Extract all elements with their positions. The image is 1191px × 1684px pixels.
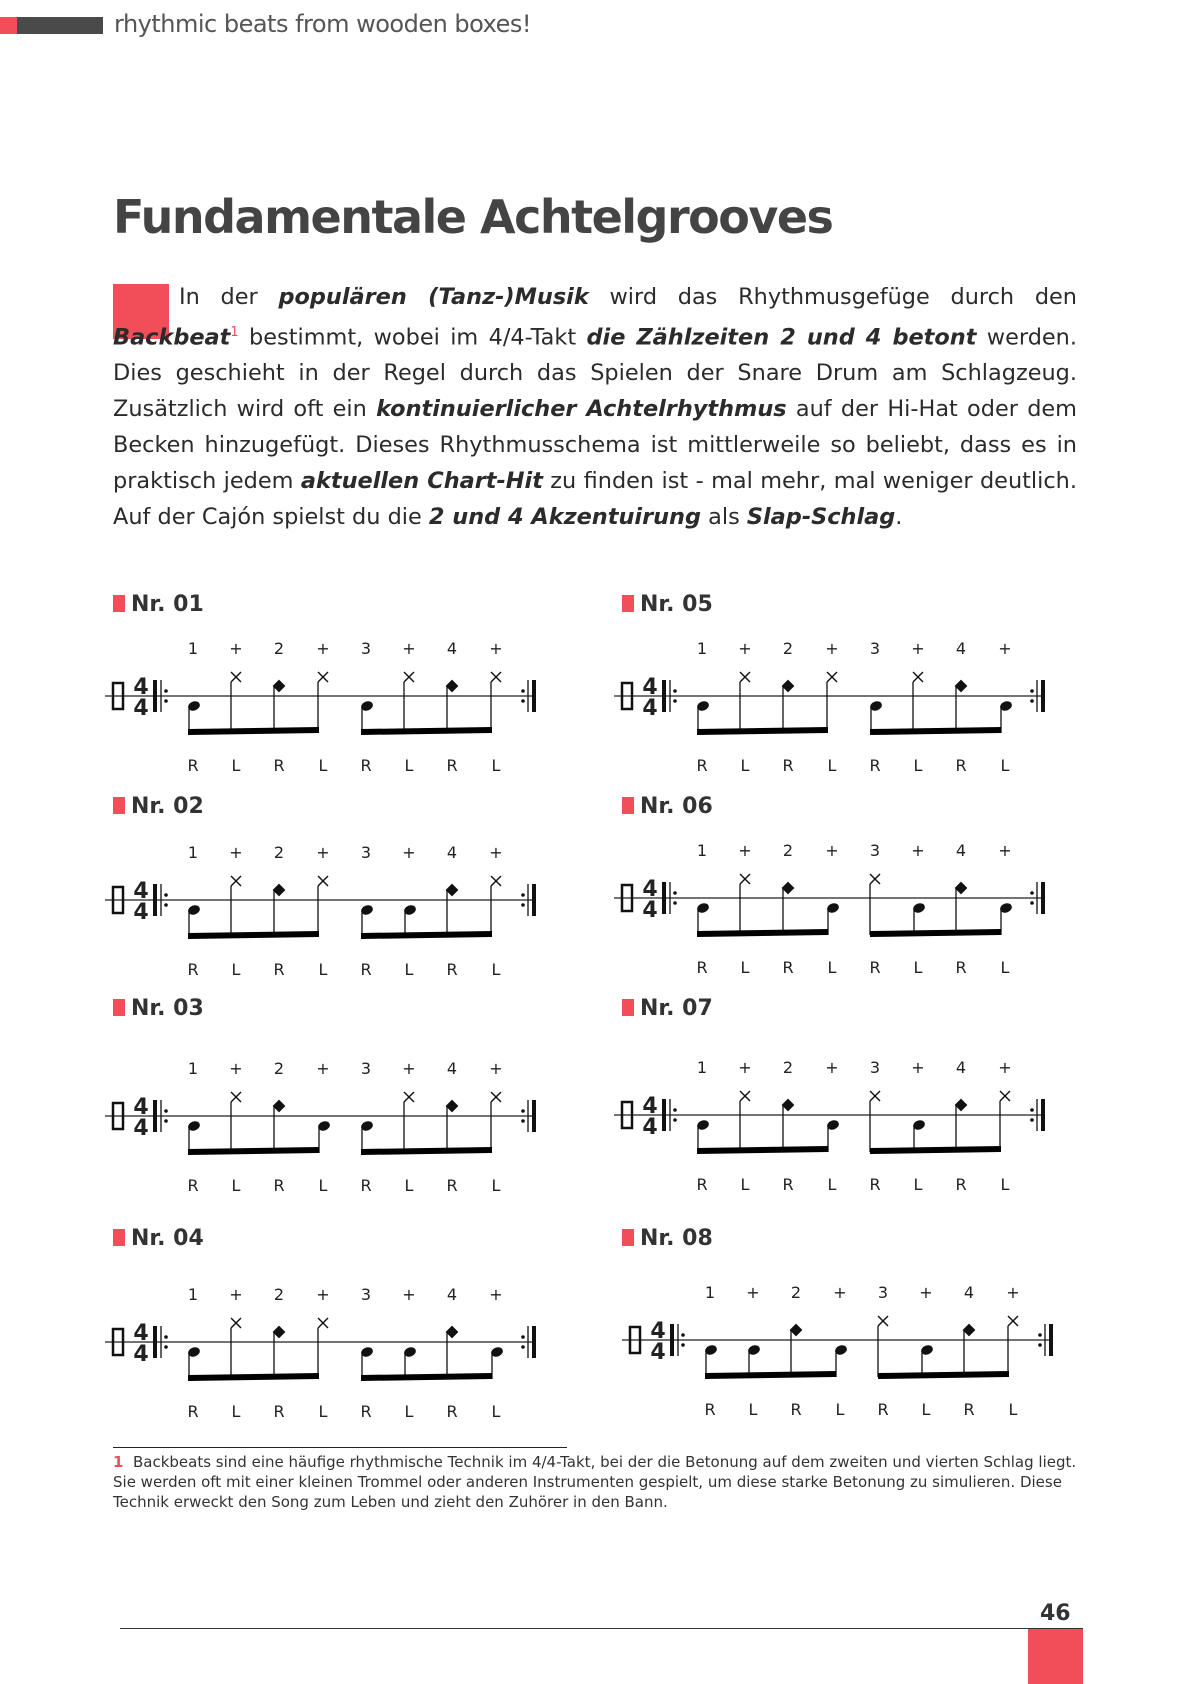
hand-label: R xyxy=(696,958,708,977)
footnote-text: Backbeats sind eine häufige rhythmische Technik im 4/4-Takt, bei der die Betonung auf dem zweiten und vierten Schlag liegt. Sie werden oft mit einer kleinen Trommel oder anderen Instrumenten gespielt, um diese starke Betonung zu simulieren. Diese Technik erweckt den Song zum Leben und zieht den Zuhörer in den Bann. xyxy=(113,1453,1077,1511)
hand-label: L xyxy=(231,1402,241,1421)
note-beam xyxy=(697,1146,828,1154)
count-label: 4 xyxy=(955,841,967,860)
repeat-start-dot xyxy=(164,903,168,907)
count-label: 3 xyxy=(360,1285,372,1304)
count-label: + xyxy=(316,1059,330,1078)
count-label: + xyxy=(402,639,416,658)
hand-label: R xyxy=(955,958,967,977)
hand-label: L xyxy=(231,756,241,775)
repeat-start-dot xyxy=(164,699,168,703)
repeat-end-dot xyxy=(1030,1118,1034,1122)
hand-label: L xyxy=(404,1402,414,1421)
exercise-label-04: Nr. 04 xyxy=(113,1226,204,1251)
hand-label: R xyxy=(869,1175,881,1194)
hand-label: L xyxy=(404,960,414,979)
time-signature-top: 4 xyxy=(133,675,149,700)
exercise-label-05: Nr. 05 xyxy=(622,592,713,617)
intro-paragraph xyxy=(113,279,1077,535)
time-signature-top: 4 xyxy=(642,1094,658,1119)
count-label: + xyxy=(911,841,925,860)
footnote-divider xyxy=(113,1447,567,1448)
count-label: + xyxy=(229,1059,243,1078)
repeat-end-thick xyxy=(532,680,536,712)
hand-label: R xyxy=(877,1400,889,1419)
hand-label: L xyxy=(913,958,923,977)
hand-label: L xyxy=(318,960,328,979)
time-signature-top: 4 xyxy=(133,1095,149,1120)
exercise-notation-01 xyxy=(105,634,575,774)
repeat-start-thick xyxy=(153,1326,157,1358)
running-title: rhythmic beats from wooden boxes! xyxy=(114,10,531,38)
hand-label: L xyxy=(921,1400,931,1419)
repeat-start-dot xyxy=(673,891,677,895)
count-label: + xyxy=(229,1285,243,1304)
count-label: + xyxy=(402,1285,416,1304)
note-beam xyxy=(188,1373,319,1381)
repeat-end-dot xyxy=(1030,1108,1034,1112)
hand-label: L xyxy=(1000,1175,1010,1194)
note-beam xyxy=(361,727,492,735)
exercise-notation-03 xyxy=(105,1054,575,1194)
count-label: + xyxy=(919,1283,933,1302)
hand-label: R xyxy=(782,1175,794,1194)
repeat-end-dot xyxy=(1030,699,1034,703)
page-number: 46 xyxy=(1040,1601,1071,1626)
repeat-start-dot xyxy=(681,1343,685,1347)
hand-label: L xyxy=(740,1175,750,1194)
exercise-notation-08 xyxy=(622,1278,1092,1418)
time-signature-bottom: 4 xyxy=(133,696,149,721)
repeat-end-dot xyxy=(1030,891,1034,895)
exercise-label-07: Nr. 07 xyxy=(622,996,713,1021)
hand-label: R xyxy=(360,756,372,775)
hand-label: L xyxy=(491,1176,501,1195)
repeat-end-dot xyxy=(521,689,525,693)
time-signature-top: 4 xyxy=(650,1319,666,1344)
hand-label: R xyxy=(187,1176,199,1195)
hand-label: L xyxy=(827,756,837,775)
footnote-ref: 1 xyxy=(230,325,239,340)
hand-label: R xyxy=(782,756,794,775)
count-label: + xyxy=(316,843,330,862)
repeat-end-thick xyxy=(1041,680,1045,712)
count-label: + xyxy=(911,1058,925,1077)
footnote-number: 1 xyxy=(113,1453,124,1471)
repeat-start-thick xyxy=(662,680,666,712)
repeat-start-thick xyxy=(153,1100,157,1132)
note-beam xyxy=(361,931,492,939)
repeat-start-dot xyxy=(164,689,168,693)
exercise-label-06: Nr. 06 xyxy=(622,794,713,819)
footnote xyxy=(113,1452,1077,1512)
count-label: 4 xyxy=(955,1058,967,1077)
repeat-start-dot xyxy=(164,893,168,897)
count-label: 1 xyxy=(187,1285,199,1304)
repeat-start-thick xyxy=(153,680,157,712)
hand-label: R xyxy=(782,958,794,977)
count-label: + xyxy=(402,843,416,862)
exercise-notation-04 xyxy=(105,1280,575,1420)
hand-label: R xyxy=(704,1400,716,1419)
hand-label: L xyxy=(740,756,750,775)
hand-label: R xyxy=(955,1175,967,1194)
footer-divider xyxy=(120,1628,1083,1629)
hand-label: R xyxy=(360,1402,372,1421)
hand-label: R xyxy=(273,756,285,775)
header-accent-gray xyxy=(17,17,103,34)
hand-label: R xyxy=(696,756,708,775)
count-label: 3 xyxy=(360,843,372,862)
count-label: + xyxy=(229,639,243,658)
hand-label: R xyxy=(446,1176,458,1195)
count-label: + xyxy=(489,1285,503,1304)
hand-label: R xyxy=(273,1176,285,1195)
repeat-start-dot xyxy=(681,1333,685,1337)
count-label: + xyxy=(825,1058,839,1077)
repeat-end-dot xyxy=(1030,689,1034,693)
repeat-start-dot xyxy=(673,689,677,693)
hand-label: L xyxy=(913,756,923,775)
note-beam xyxy=(361,1147,492,1155)
hand-label: L xyxy=(231,960,241,979)
hand-label: L xyxy=(404,756,414,775)
exercise-notation-02 xyxy=(105,838,575,978)
hand-label: L xyxy=(748,1400,758,1419)
count-label: + xyxy=(738,1058,752,1077)
hand-label: R xyxy=(446,1402,458,1421)
repeat-end-dot xyxy=(521,1345,525,1349)
count-label: 1 xyxy=(696,841,708,860)
count-label: 4 xyxy=(446,843,458,862)
intro-emphasis: populären (Tanz-)Musik xyxy=(278,284,589,310)
count-label: + xyxy=(489,1059,503,1078)
time-signature-bottom: 4 xyxy=(642,696,658,721)
hand-label: R xyxy=(273,960,285,979)
count-label: 4 xyxy=(963,1283,975,1302)
count-label: + xyxy=(229,843,243,862)
repeat-end-dot xyxy=(521,1109,525,1113)
note-beam xyxy=(878,1371,1009,1379)
repeat-start-thick xyxy=(153,884,157,916)
count-label: + xyxy=(402,1059,416,1078)
count-label: 3 xyxy=(869,639,881,658)
count-label: 2 xyxy=(782,841,794,860)
time-signature-bottom: 4 xyxy=(642,898,658,923)
count-label: 2 xyxy=(273,1285,285,1304)
intro-text: als xyxy=(701,504,747,531)
repeat-start-dot xyxy=(164,1345,168,1349)
count-label: 4 xyxy=(446,639,458,658)
note-beam xyxy=(697,929,828,937)
repeat-end-dot xyxy=(521,1335,525,1339)
exercise-label-08: Nr. 08 xyxy=(622,1226,713,1251)
intro-emphasis: Backbeat xyxy=(113,324,231,351)
intro-text: bestimmt, wobei im 4/4-Takt xyxy=(238,324,587,351)
count-label: 2 xyxy=(273,639,285,658)
hand-label: R xyxy=(955,756,967,775)
count-label: 2 xyxy=(790,1283,802,1302)
count-label: 3 xyxy=(877,1283,889,1302)
repeat-end-dot xyxy=(521,1119,525,1123)
exercise-notation-05 xyxy=(614,634,1084,774)
count-label: 3 xyxy=(869,1058,881,1077)
count-label: 1 xyxy=(187,843,199,862)
note-beam xyxy=(705,1371,836,1379)
hand-label: R xyxy=(273,1402,285,1421)
intro-text: In der xyxy=(179,284,279,310)
count-label: + xyxy=(746,1283,760,1302)
hand-label: L xyxy=(404,1176,414,1195)
note-beam xyxy=(361,1373,492,1381)
count-label: 1 xyxy=(187,1059,199,1078)
repeat-end-thick xyxy=(532,1100,536,1132)
exercise-label-01: Nr. 01 xyxy=(113,592,204,617)
repeat-end-dot xyxy=(1030,901,1034,905)
repeat-end-dot xyxy=(1038,1333,1042,1337)
count-label: + xyxy=(825,639,839,658)
repeat-end-thick xyxy=(532,1326,536,1358)
hand-label: L xyxy=(231,1176,241,1195)
count-label: 1 xyxy=(704,1283,716,1302)
exercise-notation-06 xyxy=(614,836,1084,976)
repeat-start-dot xyxy=(673,1108,677,1112)
count-label: 4 xyxy=(446,1059,458,1078)
hand-label: L xyxy=(491,960,501,979)
repeat-end-dot xyxy=(521,893,525,897)
repeat-start-thick xyxy=(662,882,666,914)
note-beam xyxy=(188,1147,319,1155)
count-label: + xyxy=(998,639,1012,658)
repeat-end-thick xyxy=(1041,1099,1045,1131)
hand-label: L xyxy=(318,1402,328,1421)
hand-label: R xyxy=(187,1402,199,1421)
repeat-end-thick xyxy=(1041,882,1045,914)
hand-label: R xyxy=(963,1400,975,1419)
count-label: + xyxy=(911,639,925,658)
repeat-start-thick xyxy=(662,1099,666,1131)
count-label: 4 xyxy=(446,1285,458,1304)
count-label: + xyxy=(738,841,752,860)
hand-label: L xyxy=(827,958,837,977)
count-label: 2 xyxy=(273,843,285,862)
hand-label: R xyxy=(869,756,881,775)
time-signature-top: 4 xyxy=(642,675,658,700)
note-beam xyxy=(870,727,1001,735)
hand-label: R xyxy=(869,958,881,977)
count-label: 1 xyxy=(696,639,708,658)
count-label: 2 xyxy=(782,1058,794,1077)
repeat-start-dot xyxy=(164,1335,168,1339)
note-beam xyxy=(188,931,319,939)
count-label: + xyxy=(833,1283,847,1302)
hand-label: R xyxy=(360,960,372,979)
count-label: 3 xyxy=(869,841,881,860)
repeat-end-thick xyxy=(1049,1324,1053,1356)
time-signature-top: 4 xyxy=(133,1321,149,1346)
repeat-start-dot xyxy=(673,1118,677,1122)
count-label: 3 xyxy=(360,1059,372,1078)
note-beam xyxy=(870,1146,1001,1154)
hand-label: R xyxy=(696,1175,708,1194)
repeat-start-dot xyxy=(164,1119,168,1123)
count-label: + xyxy=(738,639,752,658)
count-label: 1 xyxy=(187,639,199,658)
hand-label: R xyxy=(790,1400,802,1419)
repeat-end-dot xyxy=(521,903,525,907)
hand-label: L xyxy=(835,1400,845,1419)
count-label: + xyxy=(489,639,503,658)
count-label: + xyxy=(998,1058,1012,1077)
intro-emphasis: Slap-Schlag xyxy=(746,504,896,531)
repeat-start-thick xyxy=(670,1324,674,1356)
count-label: + xyxy=(998,841,1012,860)
hand-label: L xyxy=(491,756,501,775)
count-label: + xyxy=(489,843,503,862)
exercise-label-03: Nr. 03 xyxy=(113,996,204,1021)
header-accent-red xyxy=(0,17,17,34)
repeat-start-dot xyxy=(673,901,677,905)
hand-label: L xyxy=(1000,958,1010,977)
hand-label: L xyxy=(740,958,750,977)
repeat-end-thick xyxy=(532,884,536,916)
count-label: + xyxy=(316,1285,330,1304)
intro-text: werden. Dies geschieht in der Regel durch das Spielen der Snare Drum am Schlagzeug. Zusätzlich wird oft ein xyxy=(113,324,1077,423)
hand-label: R xyxy=(187,756,199,775)
count-label: + xyxy=(1006,1283,1020,1302)
time-signature-bottom: 4 xyxy=(642,1115,658,1140)
hand-label: R xyxy=(446,960,458,979)
repeat-start-dot xyxy=(164,1109,168,1113)
hand-label: L xyxy=(491,1402,501,1421)
hand-label: R xyxy=(360,1176,372,1195)
count-label: 2 xyxy=(782,639,794,658)
hand-label: L xyxy=(318,1176,328,1195)
time-signature-bottom: 4 xyxy=(133,1116,149,1141)
exercise-notation-07 xyxy=(614,1053,1084,1193)
time-signature-bottom: 4 xyxy=(133,900,149,925)
count-label: 4 xyxy=(955,639,967,658)
repeat-end-dot xyxy=(521,699,525,703)
intro-text: wird das Rhythmusgefüge durch den xyxy=(588,284,1077,310)
page-tab-accent xyxy=(1028,1629,1083,1684)
count-label: + xyxy=(316,639,330,658)
note-beam xyxy=(870,929,1001,937)
hand-label: L xyxy=(1008,1400,1018,1419)
hand-label: L xyxy=(913,1175,923,1194)
count-label: 2 xyxy=(273,1059,285,1078)
intro-text: zu finden ist - mal mehr, mal weniger deutlich. Auf der Cajón spielst du die xyxy=(113,468,1077,531)
intro-emphasis: aktuellen Chart-Hit xyxy=(300,468,543,495)
time-signature-bottom: 4 xyxy=(650,1340,666,1365)
repeat-end-dot xyxy=(1038,1343,1042,1347)
time-signature-bottom: 4 xyxy=(133,1342,149,1367)
repeat-start-dot xyxy=(673,699,677,703)
intro-emphasis: 2 und 4 Akzentuirung xyxy=(428,504,702,531)
hand-label: R xyxy=(187,960,199,979)
hand-label: L xyxy=(1000,756,1010,775)
intro-emphasis: die Zählzeiten 2 und 4 betont xyxy=(586,324,977,351)
note-beam xyxy=(697,727,828,735)
intro-text: auf der Hi-Hat oder dem Becken hinzugefügt. Dieses Rhythmusschema ist mittlerweile so beliebt, dass es in praktisch jedem xyxy=(113,396,1077,495)
count-label: + xyxy=(825,841,839,860)
intro-emphasis: kontinuierlicher Achtelrhythmus xyxy=(376,396,787,423)
exercise-label-02: Nr. 02 xyxy=(113,794,204,819)
count-label: 1 xyxy=(696,1058,708,1077)
note-beam xyxy=(188,727,319,735)
time-signature-top: 4 xyxy=(642,877,658,902)
page-title: Fundamentale Achtelgrooves xyxy=(113,190,833,244)
time-signature-top: 4 xyxy=(133,879,149,904)
count-label: 3 xyxy=(360,639,372,658)
intro-text: . xyxy=(895,504,903,531)
hand-label: L xyxy=(318,756,328,775)
hand-label: R xyxy=(446,756,458,775)
hand-label: L xyxy=(827,1175,837,1194)
